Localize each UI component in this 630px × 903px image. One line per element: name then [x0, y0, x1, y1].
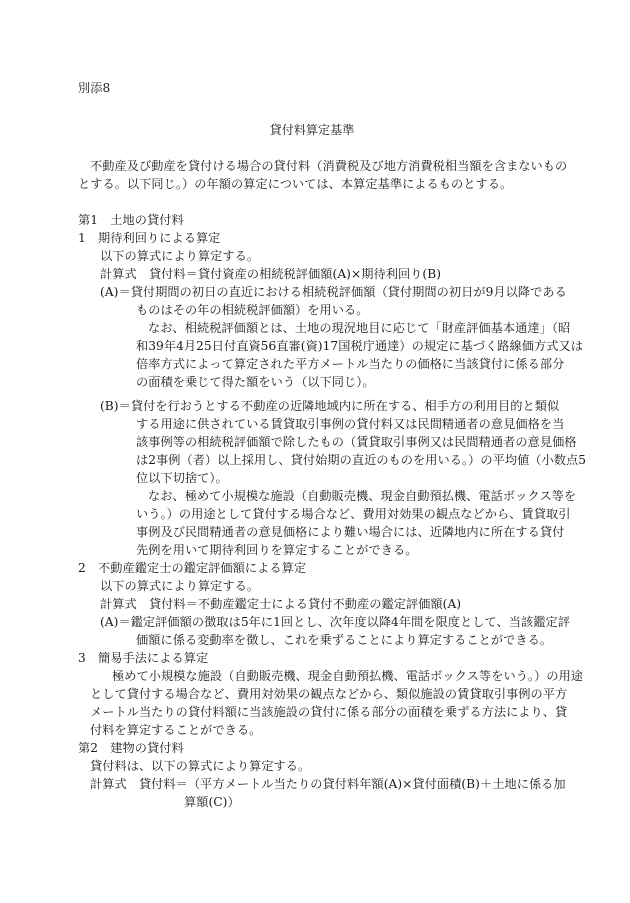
item-1-a-note-line: の面積を乗じて得た額をいう（以下同じ）。 — [136, 375, 375, 389]
item-1-b-line: 位以下切捨て）。 — [136, 471, 228, 485]
item-2-a-line: (A)＝鑑定評価額の徴取は5年に1回とし、次年度以降4年間を限度として、当該鑑定評 — [100, 615, 570, 629]
item-1-b-note-line: いう。）の用途として貸付する場合など、費用対効果の観点などから、賃貸取引 — [136, 507, 571, 521]
item-3-heading: 3 簡易手法による算定 — [78, 651, 209, 665]
item-3-line: メートル当たりの貸付料額に当該施設の貸付に係る部分の面積を乗ずる方法により、貸 — [90, 705, 568, 719]
section-2-heading: 第2 建物の貸付料 — [78, 741, 184, 755]
section-1-heading: 第1 土地の貸付料 — [78, 213, 184, 227]
item-1-heading: 1 期待利回りによる算定 — [78, 231, 221, 245]
section-2-lead: 貸付料は、以下の算式により算定する。 — [90, 759, 311, 773]
intro-line-1: 不動産及び動産を貸付ける場合の貸付料（消費税及び地方消費税相当額を含まないもの — [90, 159, 568, 173]
item-1-a-line: ものはその年の相続税評価額）を用いる。 — [136, 303, 369, 317]
item-1-b-line: する用途に供されている賃貸取引事例の貸付料又は民間精通者の意見価格を当 — [136, 417, 565, 431]
item-2-formula: 計算式 貸付料＝不動産鑑定士による貸付不動産の鑑定評価額(A) — [100, 597, 462, 611]
item-1-b-line: は2事例（者）以上採用し、貸付始期の直近のものを用いる。）の平均値（小数点5 — [136, 453, 587, 467]
item-1-b-line: (B)＝貸付を行おうとする不動産の近隣地域内に所在する、相手方の利用目的と類似 — [100, 399, 560, 413]
item-1-b-note-line: 事例及び民間精通者の意見価格により難い場合には、近隣地内に所在する貸付 — [136, 525, 565, 539]
document-title: 貸付料算定基準 — [269, 123, 355, 137]
item-1-b-note-line: 先例を用いて期待利回りを算定することができる。 — [136, 543, 418, 557]
item-3-line: として貸付する場合など、費用対効果の観点などから、類似施設の賃貸取引事例の平方 — [90, 687, 568, 701]
item-1-lead: 以下の算式により算定する。 — [100, 249, 260, 263]
item-1-b-line: 該事例等の相続税評価額で除したもの（賃貸取引事例又は民間精通者の意見価格 — [136, 435, 577, 449]
item-2-lead: 以下の算式により算定する。 — [100, 579, 260, 593]
item-1-b-note-line: なお、極めて小規模な施設（自動販売機、現金自動預払機、電話ボックス等を — [148, 489, 577, 503]
item-1-a-line: (A)＝貸付期間の初日の直近における相続税評価額（貸付期間の初日が9月以降である — [100, 285, 567, 299]
intro-line-2: とする。以下同じ。）の年額の算定については、本算定基準によるものとする。 — [78, 177, 513, 191]
attachment-label: 別添8 — [78, 81, 111, 95]
item-1-a-note-line: 和39年4月25日付直資56直審(資)17国税庁通達）の規定に基づく路線価方式又は — [136, 339, 583, 353]
item-1-a-note-line: 倍率方式によって算定された平方メートル当たりの価格に当該貸付に係る部分 — [136, 357, 565, 371]
item-1-a-note-line: なお、相続税評価額とは、土地の現況地目に応じて「財産評価基本通達」（昭 — [148, 321, 571, 335]
item-2-a-line: 価額に係る変動率を徴し、これを乗ずることにより算定することができる。 — [136, 633, 553, 647]
item-1-formula: 計算式 貸付料＝貸付資産の相続税評価額(A)×期待利回り(B) — [100, 267, 442, 281]
section-2-formula-line: 計算式 貸付料＝（平方メートル当たりの貸付料年額(A)×貸付面積(B)＋土地に係る加 — [90, 777, 566, 791]
item-3-line: 付料を算定することができる。 — [90, 723, 262, 737]
item-2-heading: 2 不動産鑑定士の鑑定評価額による算定 — [78, 561, 307, 575]
item-3-line: 極めて小規模な施設（自動販売機、現金自動預払機、電話ボックス等をいう。）の用途 — [112, 669, 584, 683]
section-2-formula-line: 算額(C)） — [184, 795, 240, 809]
